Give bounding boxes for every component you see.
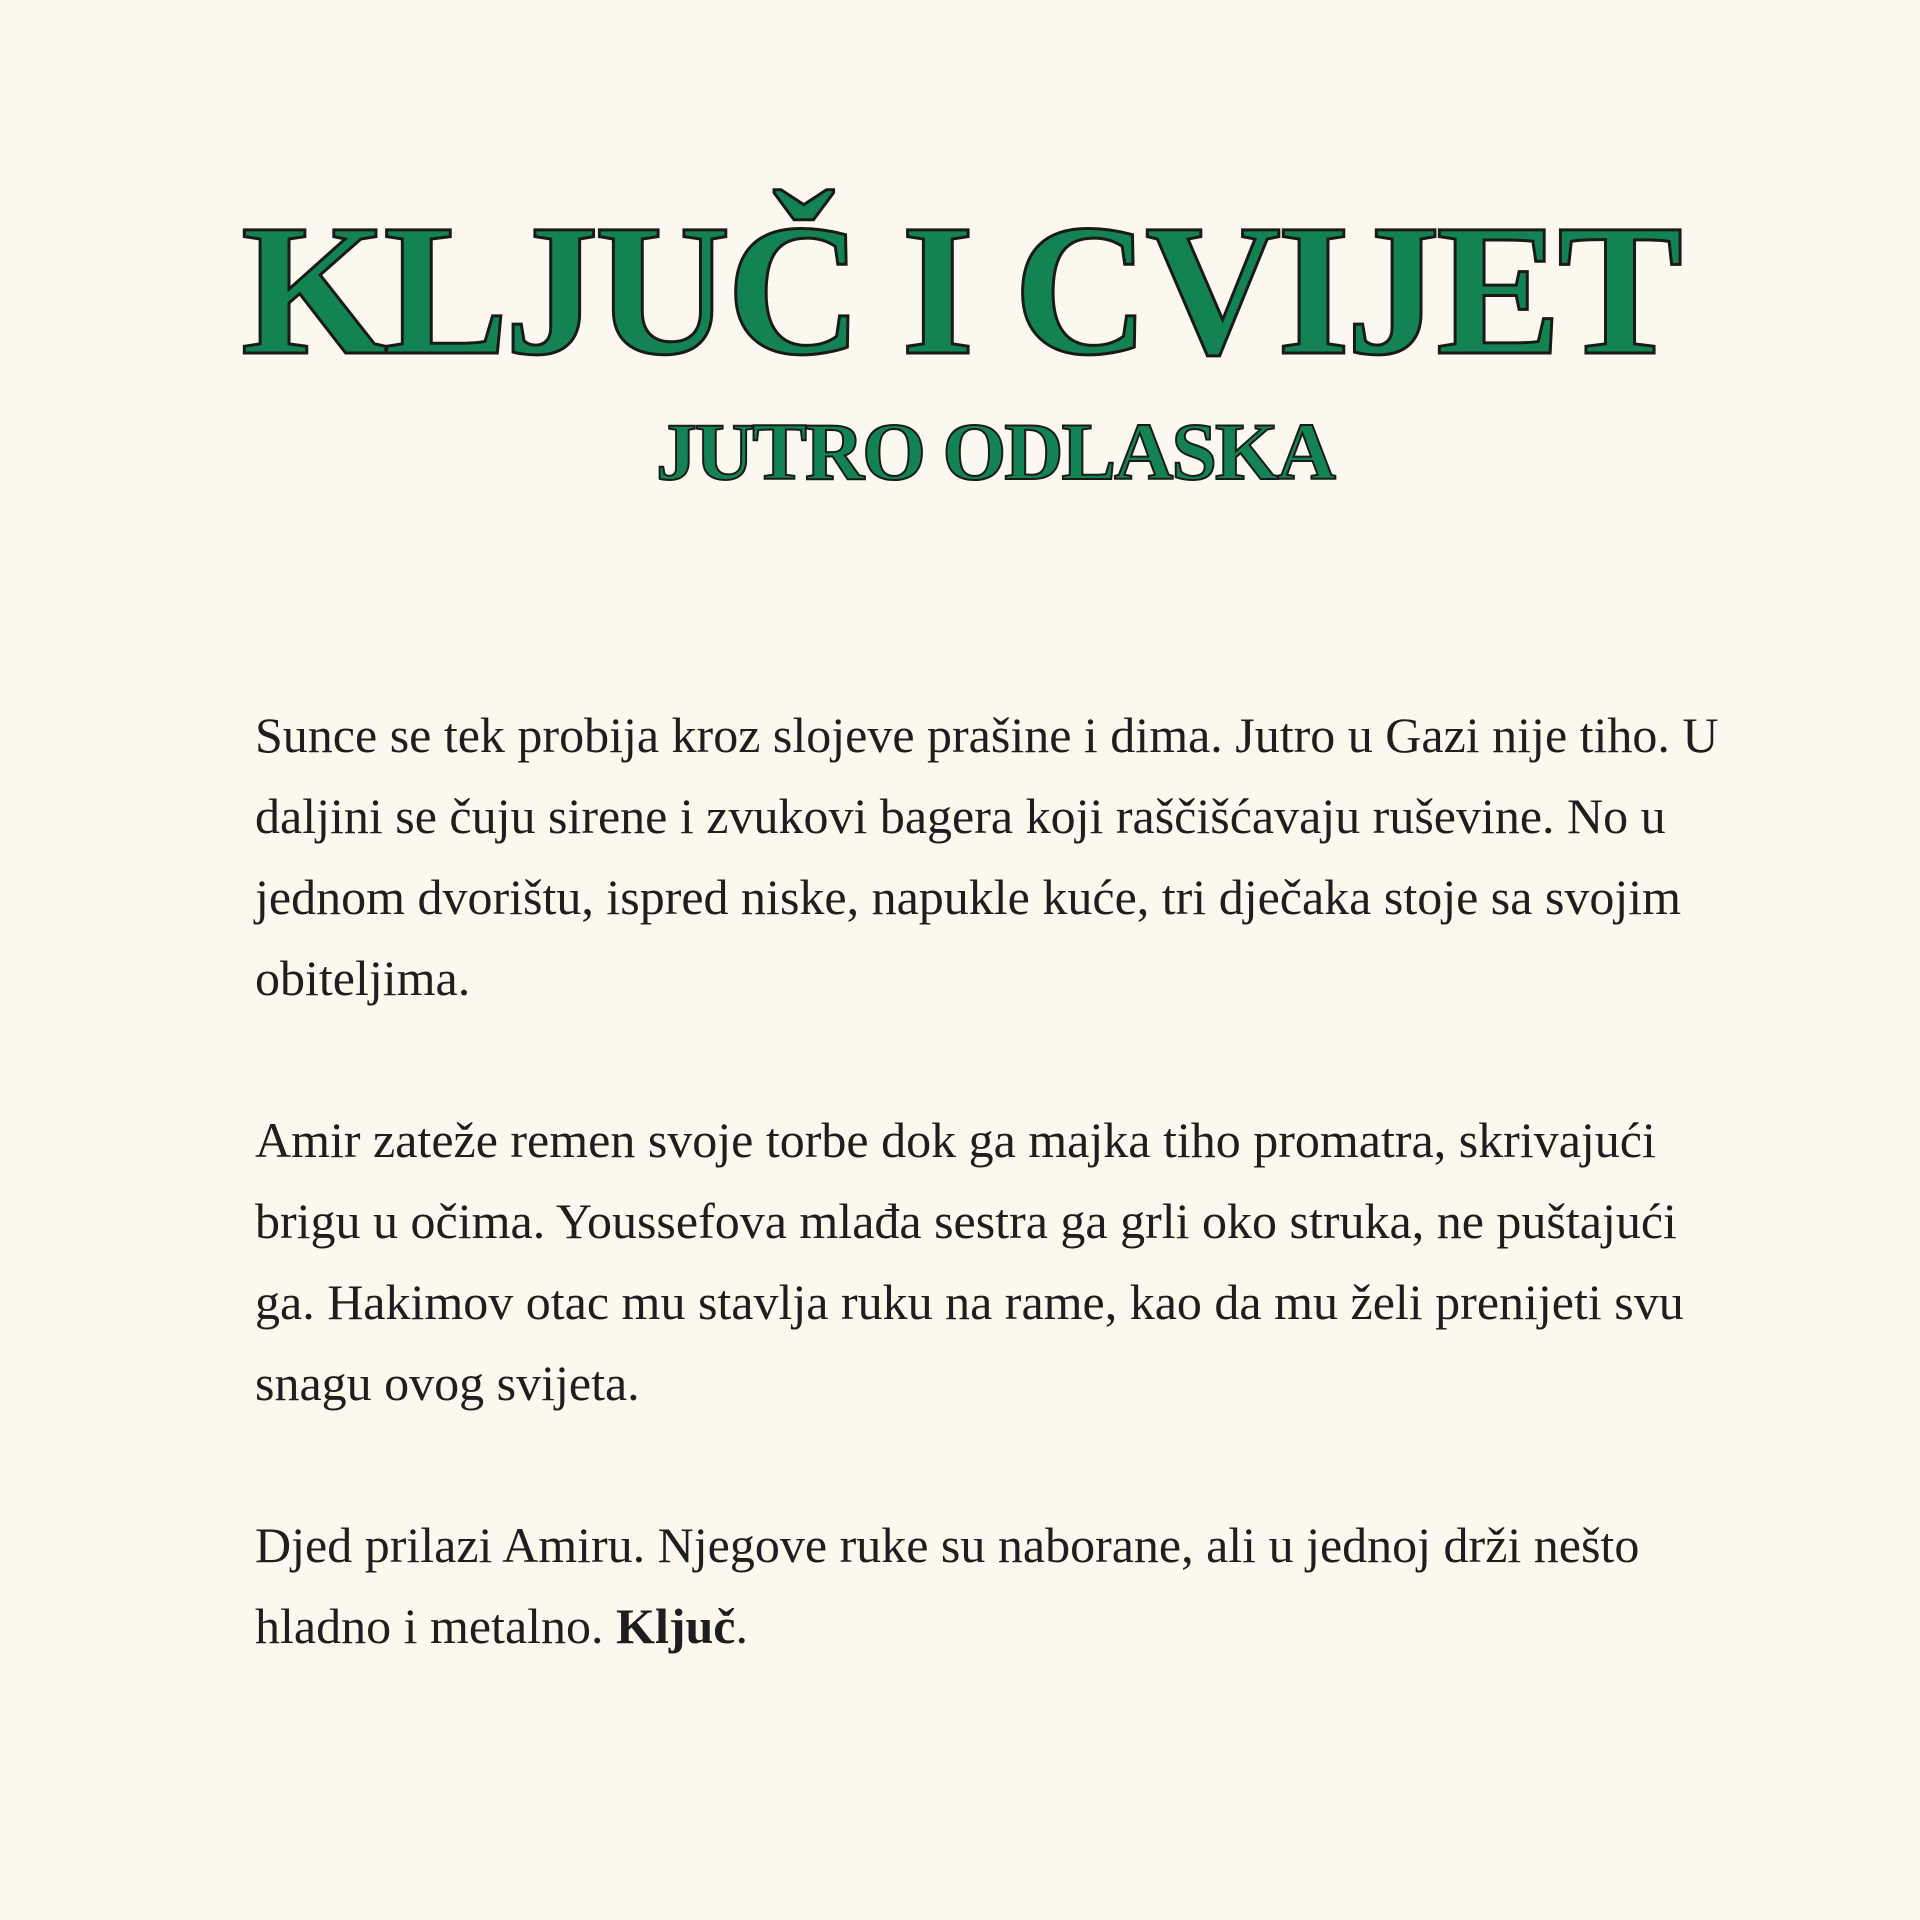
page-title: KLJUČ I CVIJET — [241, 185, 1679, 394]
key-word: Ključ — [616, 1598, 736, 1654]
paragraph-2: Amir zateže remen svoje torbe dok ga majka tiho promatra, skrivajući brigu u očima. Youssefova mlađa sestra ga grli oko struka, ne puštajući ga. Hakimov otac mu stavlja ruku na rame, kao da mu želi prenijeti svu snagu ovog svijeta. — [255, 1112, 1684, 1411]
paragraph-3-text: Djed prilazi Amiru. Njegove ruke su naborane, ali u jednoj drži nešto hladno i metalno. — [255, 1517, 1640, 1654]
paragraph-1: Sunce se tek probija kroz slojeve prašine i dima. Jutro u Gazi nije tiho. U daljini se čuju sirene i zvukovi bagera koji raščišćavaju ruševine. No u jednom dvorištu, ispred niske, napukle kuće, tri dječaka stoje sa svojim obiteljima. — [255, 707, 1719, 1006]
page-subtitle: JUTRO ODLASKA — [656, 406, 1334, 497]
paragraph-3 — [255, 1505, 1725, 1667]
paragraph-3-end: . — [735, 1598, 748, 1654]
story-text — [255, 695, 1725, 1748]
